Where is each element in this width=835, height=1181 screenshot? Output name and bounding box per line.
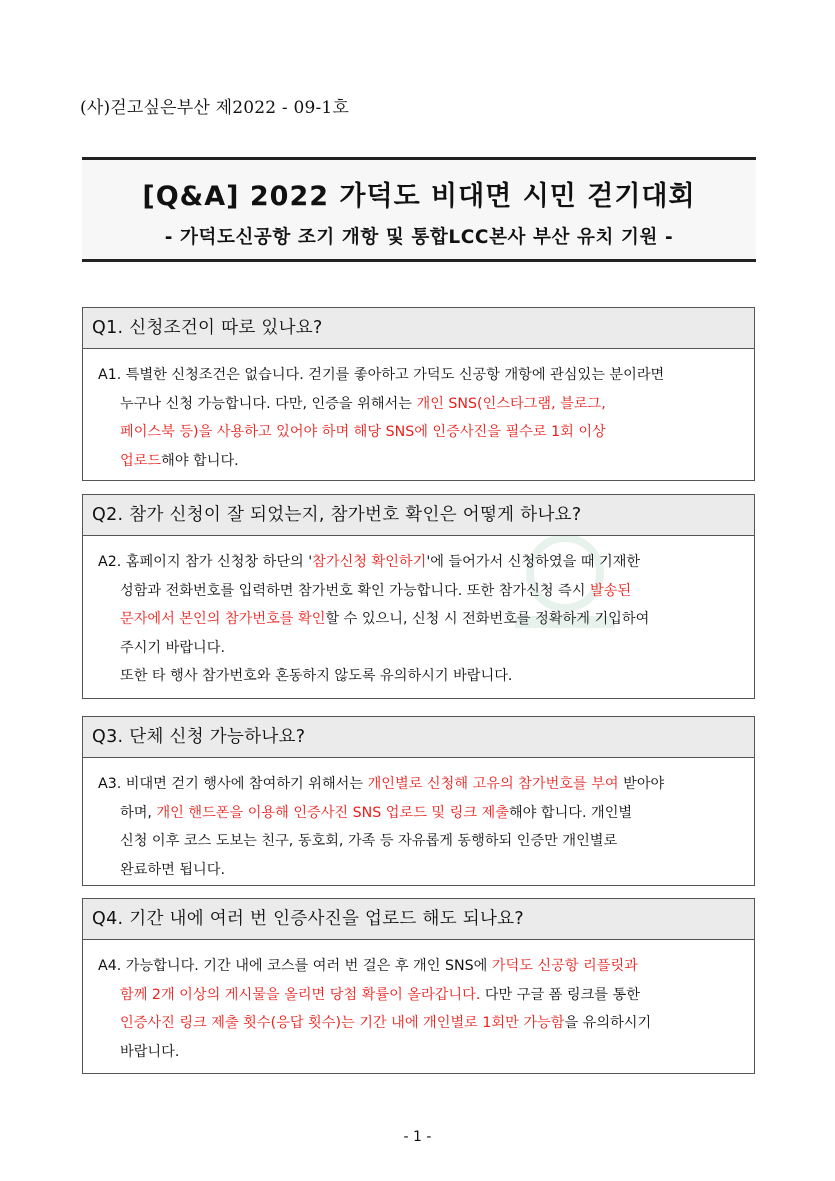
answer-highlight: 개인별로 신청해 고유의 참가번호를 부여 [367,776,619,792]
answer-3-line-4 [98,856,740,885]
answer-1-line-2 [98,390,740,419]
question-2: Q2. 참가 신청이 잘 되었는지, 참가번호 확인은 어떻게 하나요? [83,495,754,536]
page-subtitle: - 가덕도신공항 조기 개항 및 통합LCC본사 부산 유치 기원 - [164,227,674,248]
answer-2-line-1 [98,548,740,577]
answer-highlight: 발송된 [589,582,632,599]
answer-3-line-3 [98,827,740,856]
answer-2-line-4 [98,634,740,663]
answer-text: 받아야 [618,776,665,792]
answer-4-line-2 [98,981,740,1010]
answer-1-line-1 [98,361,740,390]
answer-4-line-4 [98,1038,740,1067]
answer-highlight: 페이스북 등)을 사용하고 있어야 하며 해당 SNS에 인증사진을 필수로 1회 이상 [120,424,606,440]
answer-4-line-3 [98,1009,740,1038]
answer-2-line-3 [98,605,740,634]
answer-text: 바랍니다. [120,1043,180,1060]
page-number: - 1 - [403,1129,432,1145]
answer-4 [83,940,754,1066]
answer-text: 해야 합니다. [161,452,239,469]
question-1: Q1. 신청조건이 따로 있나요? [83,308,754,349]
answer-3 [83,758,754,884]
answer-highlight: 인증사진 링크 제출 횟수(응답 횟수)는 기간 내에 개인별로 1회만 가능함 [120,1015,565,1031]
answer-text: 성함과 전화번호를 입력하면 참가번호 확인 가능합니다. 또한 참가신청 즉시 [120,582,590,599]
answer-text: 하며, [120,804,157,821]
answer-4-line-1 [98,952,740,981]
title-box [82,157,756,262]
qa-box-2 [82,494,755,699]
answer-1 [83,349,754,475]
answer-text: A3. 비대면 걷기 행사에 참여하기 위해서는 [98,776,368,792]
answer-highlight: 업로드 [120,452,162,469]
answer-highlight: 함께 2개 이상의 게시물을 올리면 당첨 확률이 올라갑니다. [120,986,481,1003]
answer-text: A1. 특별한 신청조건은 없습니다. 걷기를 좋아하고 가덕도 신공항 개항에 관심있는 분이라면 [98,367,665,383]
answer-highlight: 개인 핸드폰을 이용해 인증사진 SNS 업로드 및 링크 제출 [156,804,509,821]
answer-text: 신청 이후 코스 도보는 친구, 동호회, 가족 등 자유롭게 동행하되 인증만 개인별로 [120,833,618,849]
answer-2-line-5 [98,662,740,691]
answer-text: '에 들어가서 신청하였을 때 기재한 [426,554,641,570]
answer-3-line-1 [98,770,740,799]
answer-2 [83,536,754,691]
answer-text: A4. 가능합니다. 기간 내에 코스를 여러 번 걸은 후 개인 SNS에 [98,958,492,974]
question-4: Q4. 기간 내에 여러 번 인증사진을 업로드 해도 되나요? [83,899,754,940]
qa-box-1 [82,307,755,481]
answer-highlight: 가덕도 신공항 리플릿과 [491,958,638,974]
answer-highlight: 참가신청 확인하기 [312,554,427,570]
answer-text: 해야 합니다. 개인별 [508,804,633,821]
answer-text: 을 유의하시기 [564,1015,652,1031]
answer-highlight: 문자에서 본인의 참가번호를 확인 [120,611,326,627]
answer-text: 누구나 신청 가능합니다. 다만, 인증을 위해서는 [120,395,417,412]
document-number: (사)걷고싶은부산 제2022 - 09-1호 [80,98,350,118]
answer-text: 주시기 바랍니다. [120,639,225,656]
answer-text: 다만 구글 폼 링크를 통한 [480,986,640,1003]
qa-box-3 [82,716,755,886]
answer-1-line-4 [98,447,740,476]
answer-text: 할 수 있으니, 신청 시 전화번호를 정확하게 기입하여 [325,611,650,627]
qa-box-4 [82,898,755,1074]
answer-text: 완료하면 됩니다. [120,861,225,878]
answer-highlight: 개인 SNS(인스타그램, 블로그, [416,395,606,412]
page-title: [Q&A] 2022 가덕도 비대면 시민 걷기대회 [142,181,696,212]
answer-3-line-2 [98,799,740,828]
answer-text: A2. 홈페이지 참가 신청창 하단의 ' [98,554,313,570]
answer-1-line-3 [98,418,740,447]
answer-2-line-2 [98,577,740,606]
answer-text: 또한 타 행사 참가번호와 혼동하지 않도록 유의하시기 바랍니다. [120,668,513,684]
question-3: Q3. 단체 신청 가능하나요? [83,717,754,758]
